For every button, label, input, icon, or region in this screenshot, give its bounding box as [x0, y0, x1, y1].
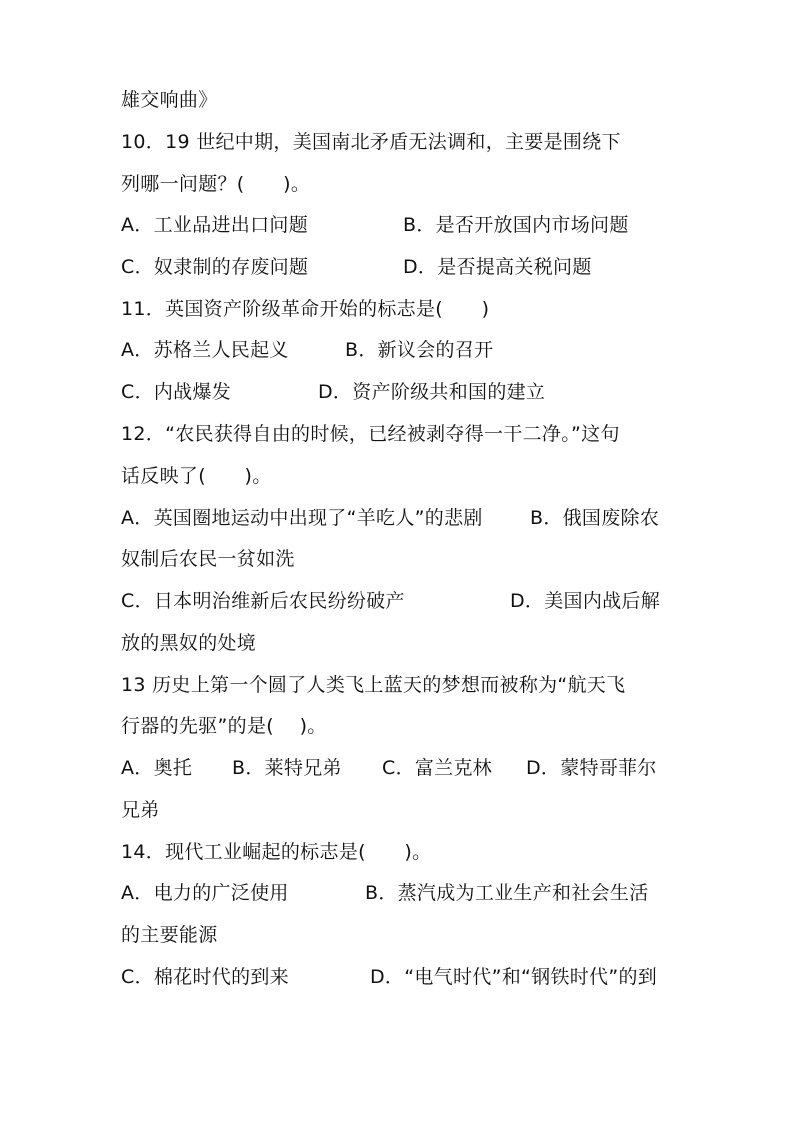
option-a: A．奥托	[121, 757, 193, 779]
option-b: B．是否开放国内市场问题	[403, 214, 629, 236]
question-11-stem	[121, 297, 489, 321]
question-12-option-b-cont	[121, 547, 295, 571]
option-c: C．奴隶制的存废问题	[121, 256, 309, 278]
text-segment: 11．英国资产阶级革命开始的标志是( )	[121, 298, 490, 320]
option-c: C．棉花时代的到来	[121, 966, 289, 988]
option-b: B．新议会的召开	[345, 339, 494, 361]
question-14-stem	[121, 840, 431, 864]
option-d: D．“电气时代”和“钢铁时代”的到	[370, 966, 658, 988]
text-segment: 兄弟	[121, 799, 160, 821]
question-13-stem-cont	[121, 714, 327, 738]
text-segment: 13 历史上第一个圆了人类飞上蓝天的梦想而被称为“航天飞	[121, 674, 626, 696]
option-b: B．俄国废除农	[530, 507, 660, 529]
question-12-option-d-cont	[121, 631, 256, 655]
text-segment: 10．19 世纪中期，美国南北矛盾无法调和，主要是围绕下	[121, 131, 621, 153]
question-14-option-b-cont	[121, 923, 218, 947]
text-line	[121, 88, 218, 112]
question-11-options-cd	[121, 380, 546, 404]
text-segment: 话反映了( )。	[121, 465, 272, 487]
text-segment: 12．“农民获得自由的时候，已经被剥夺得一干二净。”这句	[121, 423, 620, 445]
option-b: B．蒸汽成为工业生产和社会生活	[365, 882, 649, 904]
question-13-option-d-cont	[121, 798, 160, 822]
option-c: C．富兰克林	[382, 757, 493, 779]
option-b: B．莱特兄弟	[232, 757, 342, 779]
option-c: C．内战爆发	[121, 381, 232, 403]
question-14-options-ab	[121, 881, 649, 905]
option-c: C．日本明治维新后农民纷纷破产	[121, 590, 405, 612]
question-12-stem-cont	[121, 464, 272, 488]
question-10-options-ab	[121, 213, 629, 237]
option-d: D．蒙特哥菲尔	[526, 757, 657, 779]
text-segment: 行器的先驱”的是( )。	[121, 715, 327, 737]
option-a: A．英国圈地运动中出现了“羊吃人”的悲剧	[121, 507, 483, 529]
option-d: D．是否提高关税问题	[403, 256, 592, 278]
question-12-options-ab	[121, 506, 660, 530]
text-segment: 雄交响曲》	[121, 89, 218, 111]
option-a: A．电力的广泛使用	[121, 882, 289, 904]
question-10-stem	[121, 130, 621, 154]
question-11-options-ab	[121, 338, 494, 362]
option-d: D．美国内战后解	[510, 590, 661, 612]
text-segment: 放的黑奴的处境	[121, 632, 257, 654]
question-13-stem	[121, 673, 625, 697]
option-d: D．资产阶级共和国的建立	[318, 381, 546, 403]
option-a: A．苏格兰人民起义	[121, 339, 289, 361]
question-13-options	[121, 756, 657, 780]
text-segment: 列哪一问题？( )。	[121, 173, 311, 195]
text-segment: 14．现代工业崛起的标志是( )。	[121, 841, 432, 863]
question-14-options-cd	[121, 965, 658, 989]
option-a: A．工业品进出口问题	[121, 214, 308, 236]
question-10-stem-cont	[121, 172, 310, 196]
question-12-options-cd	[121, 589, 661, 613]
question-10-options-cd	[121, 255, 592, 279]
text-segment: 奴制后农民一贫如洗	[121, 548, 295, 570]
text-segment: 的主要能源	[121, 924, 218, 946]
question-12-stem	[121, 422, 620, 446]
